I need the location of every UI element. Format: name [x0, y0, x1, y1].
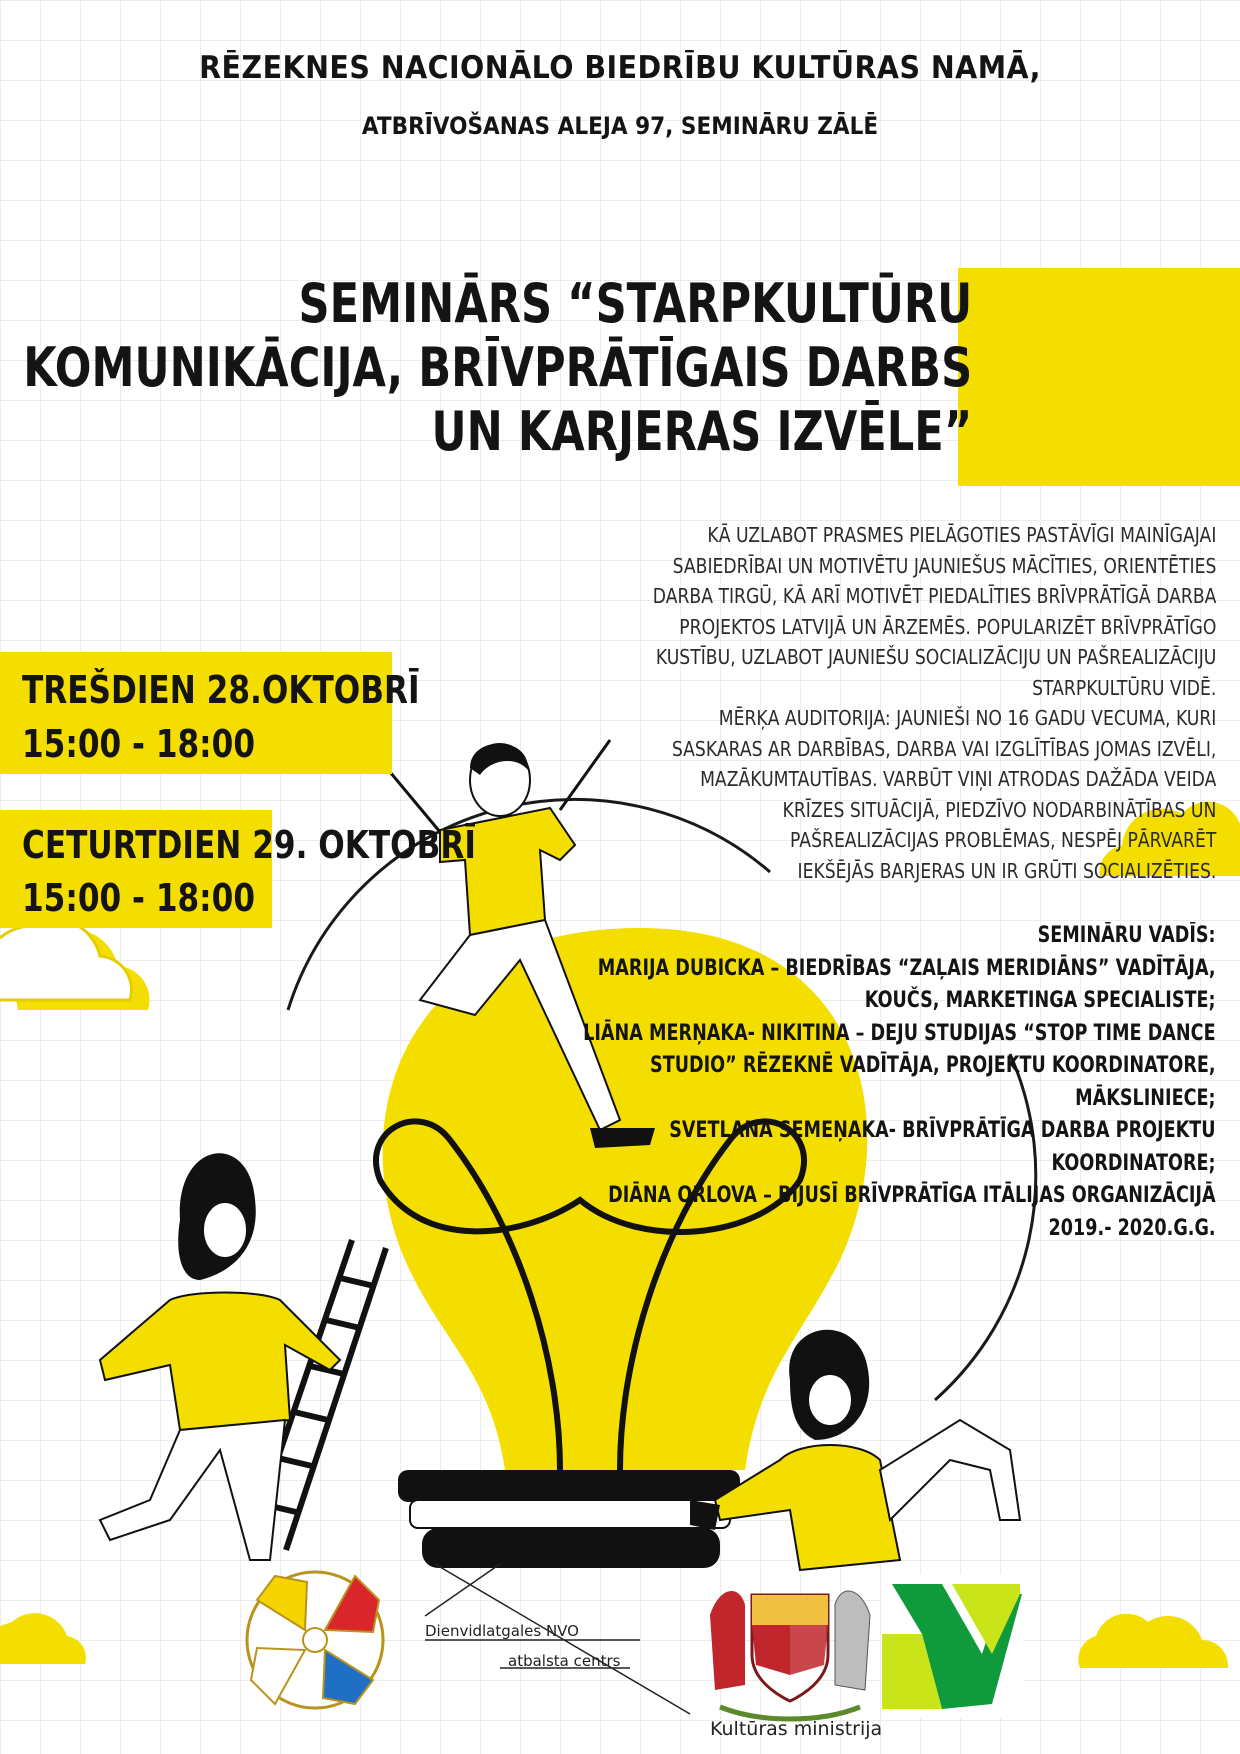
- description-line: SASKARAS AR DARBĪBAS, DARBA VAI IZGLĪTĪBAS JOMAS IZVĒLI,: [671, 736, 1216, 761]
- seminar-title-line: UN KARJERAS IZVĒLE”: [431, 400, 972, 463]
- speakers-line: KOORDINATORE;: [1051, 1150, 1216, 1176]
- date-day-2: CETURTDIEN 29. OKTOBRĪ: [22, 823, 476, 867]
- cloud-bottom-right-icon: [1078, 1614, 1228, 1668]
- description-line: KUSTĪBU, UZLABOT JAUNIEŠU SOCIALIZĀCIJU UN PAŠREALIZĀCIJU: [655, 645, 1216, 669]
- nvo-logo-text: Dienvidlatgales NVO: [425, 1622, 579, 1640]
- seminar-title-line: KOMUNIKĀCIJA, BRĪVPRĀTĪGAIS DARBS: [23, 336, 972, 399]
- green-logo-icon: [882, 1574, 1024, 1718]
- description-line: MAZĀKUMTAUTĪBAS. VARBŪT VIŅI ATRODAS DAŽĀDA VEIDA: [699, 767, 1216, 791]
- seminar-title-line: SEMINĀRS “STARPKULTŪRU: [298, 272, 973, 335]
- speakers-line: SVETLANA SEMEŅAKA- BRĪVPRĀTĪGA DARBA PROJEKTU: [669, 1118, 1216, 1143]
- speakers-list: [584, 920, 1216, 1245]
- description-line: SABIEDRĪBAI UN MOTIVĒTU JAUNIEŠUS MĀCĪTIES, ORIENTĒTIES: [672, 553, 1216, 578]
- cloud-bottom-left-icon: [0, 1613, 86, 1664]
- description-line: PAŠREALIZĀCIJAS PROBLĒMAS, NESPĒJ PĀRVARĒT: [789, 828, 1216, 852]
- description-line: DARBA TIRGŪ, KĀ ARĪ MOTIVĒT PIEDALĪTIES BRĪVPRĀTĪGĀ DARBA: [652, 584, 1216, 608]
- speakers-line: STUDIO” RĒZEKNĒ VADĪTĀJA, PROJEKTU KOORDINATORE,: [650, 1053, 1216, 1078]
- date-time-1: 15:00 - 18:00: [22, 722, 256, 766]
- culture-house-seal-icon: [247, 1572, 383, 1708]
- title-accent-bar: [958, 268, 1240, 486]
- venue-address: ATBRĪVOŠANAS ALEJA 97, SEMINĀRU ZĀLĒ: [361, 112, 879, 140]
- seminar-title: [23, 272, 972, 464]
- speakers-line: 2019.- 2020.G.G.: [1048, 1215, 1216, 1241]
- description-line: IEKŠĒJĀS BARJERAS UN IR GRŪTI SOCIALIZĒTIES.: [797, 858, 1216, 883]
- speakers-line: DIĀNA ORLOVA – BIJUSĪ BRĪVPRĀTĪGA ITĀLIJAS ORGANIZĀCIJĀ: [608, 1183, 1216, 1208]
- speakers-line: MARIJA DUBICKA – BIEDRĪBAS “ZAĻAIS MERIDIĀNS” VADĪTĀJA,: [598, 955, 1216, 981]
- description-line: STARPKULTŪRU VIDĒ.: [1031, 675, 1216, 700]
- speakers-line: SEMINĀRU VADĪS:: [1037, 923, 1216, 948]
- seminar-description: [652, 520, 1216, 886]
- speakers-line: MĀKSLINIECE;: [1075, 1085, 1216, 1111]
- description-line: MĒRĶA AUDITORIJA: JAUNIEŠI NO 16 GADU VECUMA, KURI: [718, 706, 1216, 730]
- speakers-line: KOUČS, MARKETINGA SPECIALISTE;: [865, 988, 1216, 1013]
- cloud-left-icon: [0, 919, 150, 1010]
- date-time-2: 15:00 - 18:00: [22, 876, 256, 920]
- description-line: KĀ UZLABOT PRASMES PIELĀGOTIES PASTĀVĪGI MAINĪGAJAI: [707, 523, 1216, 547]
- venue-name: RĒZEKNES NACIONĀLO BIEDRĪBU KULTŪRAS NAMĀ,: [199, 50, 1041, 86]
- description-line: KRĪZES SITUĀCIJĀ, PIEDZĪVO NODARBINĀTĪBAS UN: [782, 797, 1216, 822]
- nvo-logo-subtext: atbalsta centrs: [508, 1652, 621, 1670]
- date-day-1: TREŠDIEN 28.OKTOBRĪ: [22, 668, 420, 712]
- description-line: PROJEKTOS LATVIJĀ UN ĀRZEMĒS. POPULARIZĒT BRĪVPRĀTĪGO: [678, 614, 1216, 639]
- speakers-line: LIĀNA MERŅAKA- NIKITINA – DEJU STUDIJAS “STOP TIME DANCE: [583, 1020, 1216, 1046]
- ministry-logo-text: Kultūras ministrija: [710, 1718, 883, 1740]
- ministry-coat-of-arms-icon: [710, 1591, 870, 1719]
